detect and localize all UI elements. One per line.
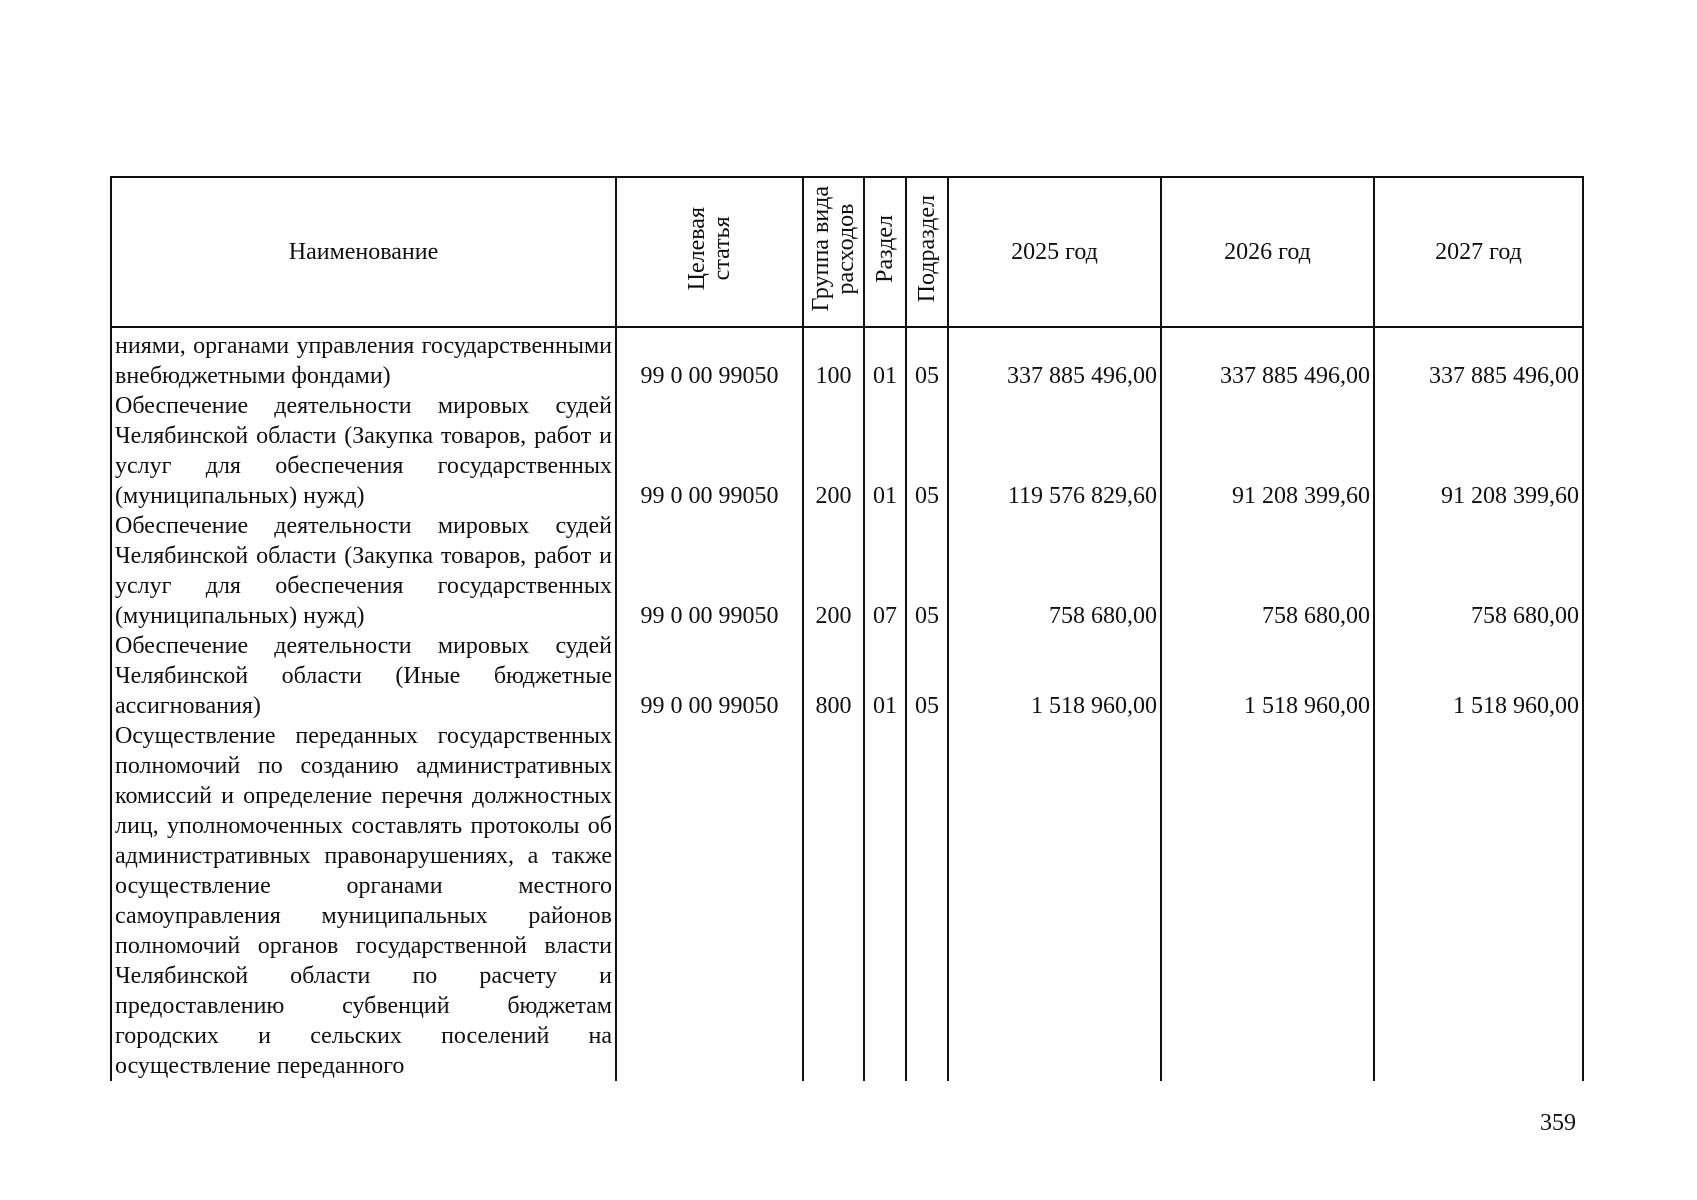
page-number: 359 xyxy=(1540,1110,1576,1136)
row-subsection: 05 xyxy=(906,631,948,721)
row-section: 07 xyxy=(864,511,906,631)
header-subsection: Подраздел xyxy=(906,177,948,327)
row-group: 800 xyxy=(803,631,864,721)
row-section: 01 xyxy=(864,391,906,511)
row-group: 200 xyxy=(803,511,864,631)
budget-table xyxy=(110,176,1584,1081)
row-group: 100 xyxy=(803,327,864,391)
row-article xyxy=(616,721,803,1081)
row-2027: 91 208 399,60 xyxy=(1374,391,1583,511)
row-2027: 1 518 960,00 xyxy=(1374,631,1583,721)
row-2027: 337 885 496,00 xyxy=(1374,327,1583,391)
header-row xyxy=(111,177,1583,327)
row-name: Обеспечение деятельности мировых судей Челябинской области (Закупка товаров, работ и услуг для обеспечения государственных (муниципальных) нужд) xyxy=(111,391,616,511)
row-2025: 337 885 496,00 xyxy=(948,327,1161,391)
row-section: 01 xyxy=(864,327,906,391)
row-section: 01 xyxy=(864,631,906,721)
row-2027: 758 680,00 xyxy=(1374,511,1583,631)
header-year-2026: 2026 год xyxy=(1161,177,1374,327)
row-2027 xyxy=(1374,721,1583,1081)
table-row xyxy=(111,391,1583,511)
table-row xyxy=(111,327,1583,391)
header-target-article: Целевая статья xyxy=(616,177,803,327)
row-2026: 91 208 399,60 xyxy=(1161,391,1374,511)
row-2026: 1 518 960,00 xyxy=(1161,631,1374,721)
row-name: ниями, органами управления государственными внебюджетными фондами) xyxy=(111,327,616,391)
row-2025: 119 576 829,60 xyxy=(948,391,1161,511)
row-subsection: 05 xyxy=(906,327,948,391)
row-name: Осуществление переданных государственных полномочий по созданию административных комиссий и определение перечня должностных лиц, уполномоченных составлять протоколы об административных правонарушениях, а также осуществление органами местного самоуправления муниципальных районов полномочий органов государственной власти Челябинской области по расчету и предоставлению субвенций бюджетам городских и сельских поселений на осуществление переданного xyxy=(111,721,616,1081)
row-article: 99 0 00 99050 xyxy=(616,327,803,391)
header-name: Наименование xyxy=(111,177,616,327)
row-article: 99 0 00 99050 xyxy=(616,391,803,511)
row-2026: 337 885 496,00 xyxy=(1161,327,1374,391)
table-row xyxy=(111,721,1583,1081)
row-2026 xyxy=(1161,721,1374,1081)
row-2025: 758 680,00 xyxy=(948,511,1161,631)
row-section xyxy=(864,721,906,1081)
header-section: Раздел xyxy=(864,177,906,327)
row-2025: 1 518 960,00 xyxy=(948,631,1161,721)
row-article: 99 0 00 99050 xyxy=(616,631,803,721)
row-group: 200 xyxy=(803,391,864,511)
row-subsection xyxy=(906,721,948,1081)
row-subsection: 05 xyxy=(906,511,948,631)
row-2026: 758 680,00 xyxy=(1161,511,1374,631)
row-2025 xyxy=(948,721,1161,1081)
header-expense-group: Группа вида расходов xyxy=(803,177,864,327)
row-group xyxy=(803,721,864,1081)
row-name: Обеспечение деятельности мировых судей Челябинской области (Закупка товаров, работ и услуг для обеспечения государственных (муниципальных) нужд) xyxy=(111,511,616,631)
table-row xyxy=(111,511,1583,631)
header-year-2027: 2027 год xyxy=(1374,177,1583,327)
header-year-2025: 2025 год xyxy=(948,177,1161,327)
row-article: 99 0 00 99050 xyxy=(616,511,803,631)
table-row xyxy=(111,631,1583,721)
row-subsection: 05 xyxy=(906,391,948,511)
row-name: Обеспечение деятельности мировых судей Челябинской области (Иные бюджетные ассигнования) xyxy=(111,631,616,721)
